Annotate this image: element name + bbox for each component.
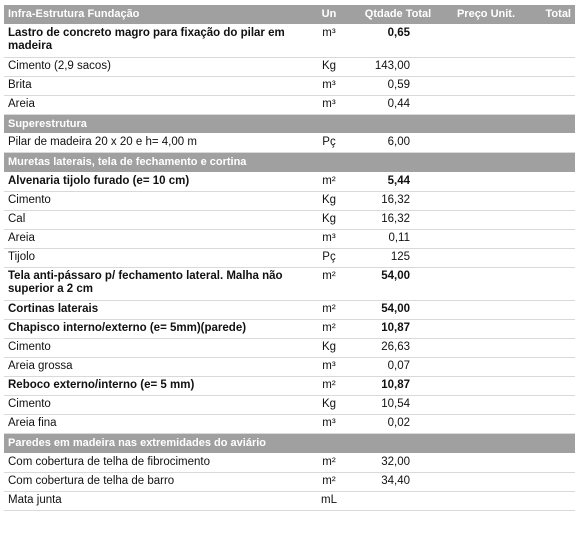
table-row — [4, 24, 575, 57]
item-total — [528, 248, 575, 267]
item-quantity: 26,63 — [352, 338, 444, 357]
item-total — [528, 395, 575, 414]
item-unit-price — [444, 172, 528, 191]
item-quantity: 10,87 — [352, 376, 444, 395]
item-description: Alvenaria tijolo furado (e= 10 cm) — [4, 172, 306, 191]
header-unit-price: Preço Unit. — [444, 5, 528, 24]
table-row — [4, 338, 575, 357]
budget-table — [4, 5, 575, 511]
item-total — [528, 414, 575, 433]
item-quantity: 0,07 — [352, 357, 444, 376]
item-description: Reboco externo/interno (e= 5 mm) — [4, 376, 306, 395]
item-unit-price — [444, 210, 528, 229]
item-unit: mL — [306, 491, 352, 510]
item-quantity: 10,87 — [352, 319, 444, 338]
table-row — [4, 210, 575, 229]
item-description: Com cobertura de telha de barro — [4, 472, 306, 491]
section-header — [4, 114, 575, 134]
table-row — [4, 57, 575, 76]
item-quantity: 0,11 — [352, 229, 444, 248]
item-description: Cortinas laterais — [4, 300, 306, 319]
table-row — [4, 248, 575, 267]
item-unit: m³ — [306, 229, 352, 248]
item-unit: m² — [306, 267, 352, 300]
table-row — [4, 472, 575, 491]
table-row — [4, 453, 575, 472]
item-quantity: 5,44 — [352, 172, 444, 191]
table-row — [4, 191, 575, 210]
item-unit-price — [444, 338, 528, 357]
item-unit-price — [444, 95, 528, 114]
table-row — [4, 76, 575, 95]
table-row — [4, 376, 575, 395]
item-unit: m² — [306, 319, 352, 338]
item-description: Cimento — [4, 395, 306, 414]
table-body — [4, 24, 575, 510]
item-description: Lastro de concreto magro para fixação do pilar em madeira — [4, 24, 306, 57]
item-unit-price — [444, 376, 528, 395]
table-row — [4, 267, 575, 300]
item-description: Cal — [4, 210, 306, 229]
item-quantity: 54,00 — [352, 267, 444, 300]
section-title: Muretas laterais, tela de fechamento e cortina — [4, 153, 575, 173]
item-total — [528, 357, 575, 376]
item-quantity: 0,65 — [352, 24, 444, 57]
item-unit-price — [444, 191, 528, 210]
item-unit-price — [444, 491, 528, 510]
table-row — [4, 229, 575, 248]
item-total — [528, 338, 575, 357]
item-description: Mata junta — [4, 491, 306, 510]
table-row — [4, 491, 575, 510]
item-quantity: 10,54 — [352, 395, 444, 414]
item-quantity: 143,00 — [352, 57, 444, 76]
item-total — [528, 267, 575, 300]
item-unit: Kg — [306, 191, 352, 210]
item-unit: Kg — [306, 210, 352, 229]
item-quantity: 125 — [352, 248, 444, 267]
item-unit-price — [444, 300, 528, 319]
item-total — [528, 210, 575, 229]
item-total — [528, 191, 575, 210]
header-total: Total — [528, 5, 575, 24]
item-quantity: 54,00 — [352, 300, 444, 319]
item-unit-price — [444, 76, 528, 95]
item-total — [528, 229, 575, 248]
item-unit-price — [444, 414, 528, 433]
item-description: Chapisco interno/externo (e= 5mm)(parede) — [4, 319, 306, 338]
section-title: Superestrutura — [4, 114, 575, 134]
item-total — [528, 491, 575, 510]
item-unit: Pç — [306, 248, 352, 267]
item-total — [528, 472, 575, 491]
header-quantity: Qtdade Total — [352, 5, 444, 24]
item-description: Areia grossa — [4, 357, 306, 376]
item-quantity: 0,02 — [352, 414, 444, 433]
item-description: Brita — [4, 76, 306, 95]
item-unit: m² — [306, 172, 352, 191]
item-total — [528, 319, 575, 338]
header-unit: Un — [306, 5, 352, 24]
section-header — [4, 433, 575, 453]
item-description: Cimento — [4, 338, 306, 357]
table-row — [4, 414, 575, 433]
item-quantity: 16,32 — [352, 191, 444, 210]
table-row — [4, 134, 575, 153]
item-unit: Kg — [306, 395, 352, 414]
section-header — [4, 153, 575, 173]
item-total — [528, 376, 575, 395]
item-unit-price — [444, 395, 528, 414]
item-unit: m² — [306, 453, 352, 472]
item-total — [528, 172, 575, 191]
item-unit-price — [444, 24, 528, 57]
item-description: Areia — [4, 229, 306, 248]
item-description: Tijolo — [4, 248, 306, 267]
item-unit: m³ — [306, 357, 352, 376]
item-description: Cimento (2,9 sacos) — [4, 57, 306, 76]
item-unit: Kg — [306, 338, 352, 357]
item-unit: m³ — [306, 95, 352, 114]
item-unit-price — [444, 319, 528, 338]
item-description: Pilar de madeira 20 x 20 e h= 4,00 m — [4, 134, 306, 153]
item-quantity: 34,40 — [352, 472, 444, 491]
item-description: Com cobertura de telha de fibrocimento — [4, 453, 306, 472]
item-quantity: 0,59 — [352, 76, 444, 95]
item-unit-price — [444, 267, 528, 300]
section-title: Paredes em madeira nas extremidades do aviário — [4, 433, 575, 453]
item-unit: Pç — [306, 134, 352, 153]
item-unit-price — [444, 134, 528, 153]
table-row — [4, 300, 575, 319]
item-unit: m² — [306, 376, 352, 395]
table-row — [4, 172, 575, 191]
item-quantity — [352, 491, 444, 510]
item-quantity: 16,32 — [352, 210, 444, 229]
item-total — [528, 134, 575, 153]
item-unit-price — [444, 472, 528, 491]
table-row — [4, 395, 575, 414]
item-description: Tela anti-pássaro p/ fechamento lateral. Malha não superior a 2 cm — [4, 267, 306, 300]
item-unit: m³ — [306, 414, 352, 433]
table-row — [4, 357, 575, 376]
item-unit-price — [444, 57, 528, 76]
header-section-title: Infra-Estrutura Fundação — [4, 5, 306, 24]
table-row — [4, 319, 575, 338]
item-description: Areia — [4, 95, 306, 114]
item-total — [528, 300, 575, 319]
item-unit: m³ — [306, 76, 352, 95]
item-quantity: 6,00 — [352, 134, 444, 153]
item-total — [528, 76, 575, 95]
table-header — [4, 5, 575, 24]
table-row — [4, 95, 575, 114]
item-unit: m³ — [306, 24, 352, 57]
item-unit: m² — [306, 300, 352, 319]
item-total — [528, 24, 575, 57]
item-total — [528, 95, 575, 114]
item-unit-price — [444, 453, 528, 472]
item-quantity: 32,00 — [352, 453, 444, 472]
item-unit-price — [444, 357, 528, 376]
item-quantity: 0,44 — [352, 95, 444, 114]
item-unit-price — [444, 229, 528, 248]
item-description: Cimento — [4, 191, 306, 210]
item-total — [528, 453, 575, 472]
item-unit-price — [444, 248, 528, 267]
item-unit: Kg — [306, 57, 352, 76]
item-description: Areia fina — [4, 414, 306, 433]
item-unit: m² — [306, 472, 352, 491]
item-total — [528, 57, 575, 76]
